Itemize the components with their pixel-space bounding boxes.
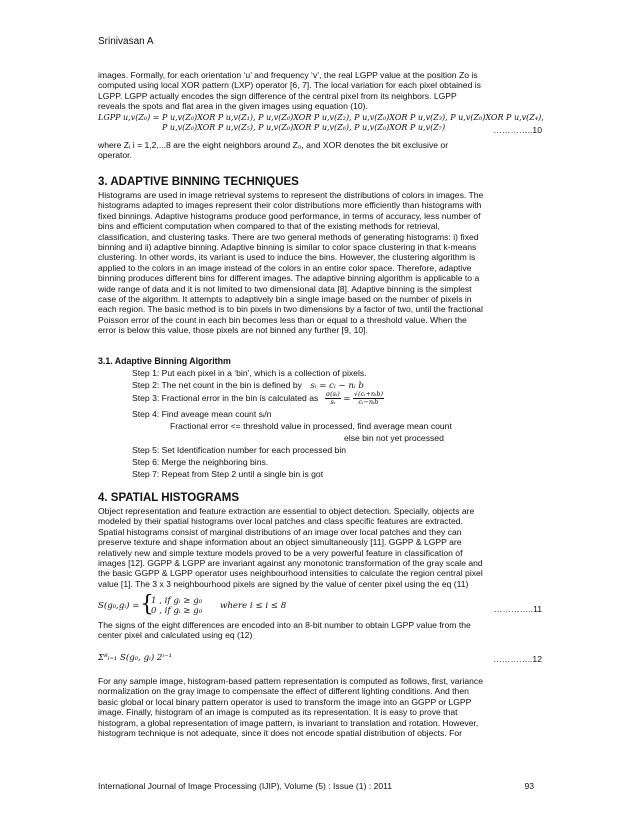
step-3-text: Step 3: Fractional error in the bin is calculated as	[132, 392, 319, 403]
text-line: relatively new and simple texture models proved to be a very powerful feature in classification of	[98, 547, 463, 558]
equation-11-case1: 1 , if gᵢ ≥ g₀	[151, 596, 203, 606]
step-4-condition: Fractional error <= threshold value in processed, find average mean count	[170, 421, 452, 431]
equals-sign: =	[343, 393, 351, 404]
text-line: the basic GGPP & LGPP operator uses neighbourhood intensities to calculate the region central pixel	[98, 568, 483, 579]
equation-10-line2: P u,v(Z₀)XOR P u,v(Z₅), P u,v(Z₀)XOR P u,v(Z₆), P u,v(Z₀)XOR P u,v(Z₇)	[162, 123, 446, 133]
page-footer	[98, 781, 542, 791]
section-4-body	[98, 506, 542, 589]
equation-11	[98, 592, 542, 618]
text-line: Poisson error of the count in each bin becomes less than or equal to a threshold value. When the	[98, 314, 467, 325]
text-line: The signs of the eight differences are encoded into an 8-bit number to obtain LGPP value from the	[98, 620, 471, 630]
text-line: classification, and clustering tasks. There are two general methods of generating histograms: i) fixed	[98, 231, 479, 242]
equation-10	[98, 113, 542, 135]
text-line: case of the algorithm. It attempts to adaptively bin a single image based on the number of pixels in	[98, 294, 472, 305]
text-line: Object representation and feature extraction are essential to object detection. Specially, objects are	[98, 506, 475, 516]
text-line: modeled by their spatial histograms over local patches and class specific features are extracted.	[98, 516, 463, 527]
equation-11-case2: 0 , if gᵢ ≥ g₀	[151, 606, 203, 616]
intro-paragraph	[98, 70, 542, 112]
step-2-formula: sᵢ = cᵢ − nᵢ b	[310, 381, 364, 391]
equation-11-brace: {	[140, 592, 154, 617]
equation-12-number: …………..12	[493, 654, 542, 664]
text-line: images [12]. GGPP & LGPP are invariant against any monotonic transformation of the gray scale and	[98, 558, 483, 569]
intro-paragraph-2	[98, 140, 542, 161]
section-3-body	[98, 190, 542, 336]
text-line: histogram, a global representation of image pattern, is invariant to translation and rotation. However,	[98, 717, 479, 728]
step-7: Step 7: Repeat from Step 2 until a single bin is got	[132, 469, 324, 479]
text-line: clustering. In other words, its variant is used to induce the bins. However, the clustering algorithm is	[98, 252, 476, 263]
text-line: Histograms are used in image retrieval systems to represent the distributions of colors in images. The	[98, 190, 484, 200]
text-line: image. Finally, histogram of an image is computed as its representation. It is easy to prove that	[98, 707, 458, 718]
text-line: LGPP. LGPP actually encodes the sign difference of the central pixel from its neighbors. LGPP	[98, 90, 457, 101]
text-line: center pixel and calculated using eq (12)	[98, 630, 253, 641]
step-4: Step 4: Find aveage mean count sᵢ/n	[132, 409, 272, 419]
text-line: For any sample image, histogram-based pattern representation is computed as follows, first, variance	[98, 676, 483, 686]
section-4-body-2	[98, 620, 542, 641]
text-line: where Zᵢ i = 1,2,...8 are the eight neighbors around Z₀, and XOR denotes the bit exclusive or	[98, 140, 449, 150]
equation-10-line1: LGPP u,v(Z₀) = P u,v(Z₀)XOR P u,v(Z₁), P u,v(Z₀)XOR P u,v(Z₂), P u,v(Z₀)XOR P u,v(Z₃), P u,v(Z₀)XOR P u,v(Z₄),	[98, 113, 544, 122]
text-line: fixed binnings. Adaptive histograms produce good performance, in terms of accuracy, less number of	[98, 210, 481, 221]
step-2-text: Step 2: The net count in the bin is defined by	[132, 380, 302, 390]
equation-10-number: …………..10	[493, 125, 542, 135]
step-3	[132, 391, 384, 406]
footer-journal: International Journal of Image Processing (IJIP), Volume (5) : Issue (1) : 2011	[98, 781, 393, 791]
text-line: each region. The basic method is to bin pixels in two dimensions by a factor of two, until the fractional	[98, 304, 483, 315]
equation-12	[98, 652, 542, 666]
fraction-numerator: σ(sᵢ)	[325, 390, 340, 398]
text-line: reveals the spots and flat area in the given images using equation (10).	[98, 101, 368, 112]
section-4-heading: 4. SPATIAL HISTOGRAMS	[98, 492, 239, 504]
text-line: error is below this value, those pixels are not binned any further [9, 10].	[98, 325, 368, 336]
running-header-author: Srinivasan A	[98, 36, 154, 47]
text-line: normalization on the gray image to compensate the effect of different lighting conditions. And then	[98, 686, 469, 697]
section-3-heading: 3. ADAPTIVE BINNING TECHNIQUES	[98, 176, 299, 188]
text-line: histogram technique is not adequate, since it does not encode spatial distribution of objects. For	[98, 728, 463, 739]
fraction-denominator: sᵢ	[330, 398, 336, 406]
equation-11-number: …………..11	[493, 604, 542, 614]
step-3-fraction-rhs	[353, 391, 384, 406]
equation-11-where: where i ≤ i ≤ 8	[220, 601, 287, 611]
text-line: preserve texture and shape information about an object simultaneously [11]. GGPP & LGPP are	[98, 537, 462, 548]
fraction-denominator: cᵢ−nᵢb	[358, 398, 379, 406]
text-line: basic global or local binary pattern operator is used to transform the image into an GGPP or LGPP	[98, 696, 472, 707]
text-line: binning and ii) adaptive binning. Adaptive binning is similar to color space clustering in that k-means	[98, 242, 477, 253]
step-3-fraction-lhs	[325, 391, 341, 406]
text-line: Spatial histograms consist of marginal distributions of an image over local patches and they can	[98, 526, 462, 537]
step-1: Step 1: Put each pixel in a ‘bin’, which is a collection of pixels.	[132, 368, 367, 378]
text-line: operator.	[98, 150, 132, 161]
text-line: applied to the colors in an image instead of the colors in an entire color space. Therefore, adaptive	[98, 262, 472, 273]
text-line: histograms adapted to images represent their color distributions more efficiently than histograms with	[98, 200, 482, 211]
equation-11-lhs: S(g₀,gᵢ) =	[98, 601, 140, 611]
text-line: computed using local XOR pattern (LXP) operator [6, 7]. The local variation for each pixel obtained is	[98, 80, 481, 91]
text-line: bins and efficient computation when compared to that of the existing methods for retrieval,	[98, 221, 440, 232]
text-line: binning produces different bins for different images. The adaptive binning algorithm is applicable to a	[98, 273, 480, 284]
step-4-else: else bin not yet processed	[344, 433, 444, 443]
text-line: wide range of data and it is not limited to two dimensional data [8]. Adaptive binning is the simplest	[98, 283, 472, 294]
text-line: value [1]. The 3 x 3 neighbourhood pixels are signed by the value of center pixel using the eq (11)	[98, 578, 469, 589]
text-line: images. Formally, for each orientation ‘u’ and frequency ‘v’, the real LGPP value at the position Zo is	[98, 70, 478, 80]
section-4-body-3	[98, 676, 542, 738]
step-5: Step 5: Set Identification number for each processed bin	[132, 445, 347, 455]
section-3-1-heading: 3.1. Adaptive Binning Algorithm	[98, 356, 231, 366]
page-number: 93	[524, 781, 534, 791]
step-6: Step 6: Merge the neighboring bins.	[132, 457, 269, 467]
equation-12-formula: Σ⁸ᵢ₌₁ S(g₀, gᵢ) 2ⁱ⁻¹	[98, 653, 173, 663]
fraction-numerator: √(cᵢ+nᵢb)	[353, 390, 384, 398]
